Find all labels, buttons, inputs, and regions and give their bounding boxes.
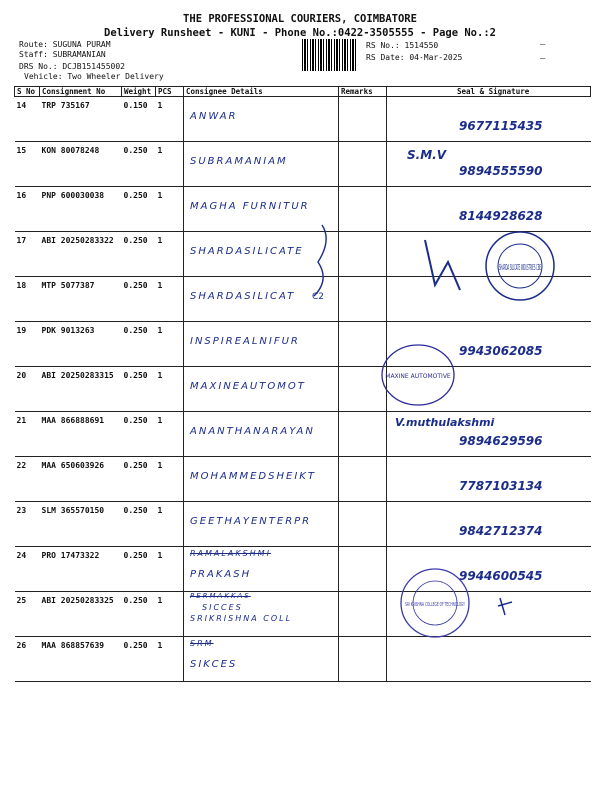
row-extra-handwriting: PERMAKKAS bbox=[190, 592, 251, 600]
runsheet-subtitle: Delivery Runsheet - KUNI - Phone No.:0422-3505555 - Page No.:2 bbox=[104, 27, 496, 39]
maxine-stamp bbox=[382, 345, 454, 405]
scan-mark: — bbox=[540, 40, 546, 50]
row-weight: 0.250 bbox=[122, 547, 156, 592]
c2-mark: C2 bbox=[312, 292, 325, 302]
row-weight: 0.250 bbox=[122, 367, 156, 412]
row-consignment: ABI 20250283322 bbox=[40, 232, 122, 277]
col-remarks: Remarks bbox=[339, 87, 387, 97]
row-sno: 19 bbox=[15, 322, 40, 367]
row-weight: 0.250 bbox=[122, 637, 156, 682]
sharda-stamp-text: SHARDA SILICATE INDUSTRIES CBE bbox=[499, 263, 541, 272]
row-consignment: ABI 20250283315 bbox=[40, 367, 122, 412]
row-consignment: ABI 20250283325 bbox=[40, 592, 122, 637]
row-consignee: MAGHA FURNITUR bbox=[190, 201, 310, 212]
row-consignment: MAA 866888691 bbox=[40, 412, 122, 457]
row-sno: 24 bbox=[15, 547, 40, 592]
srikrishna-stamp-text: SRI KRISHNA COLLEGE OF TECHNOLOGY bbox=[405, 602, 466, 608]
row-sno: 20 bbox=[15, 367, 40, 412]
rs-date-label: RS Date: 04-Mar-2025 bbox=[366, 53, 463, 62]
row-pcs: 1 bbox=[156, 142, 184, 187]
row-consignment: PRO 17473322 bbox=[40, 547, 122, 592]
col-weight: Weight bbox=[122, 87, 156, 97]
row-sno: 26 bbox=[15, 637, 40, 682]
col-signature: Seal & Signature bbox=[387, 87, 591, 97]
staff-label: Staff: SUBRAMANIAN bbox=[19, 50, 106, 59]
row-sign-number: 9842712374 bbox=[459, 524, 543, 538]
row-sno: 16 bbox=[15, 187, 40, 232]
row-extra-handwriting: SICCES bbox=[202, 603, 243, 612]
row-consignment: PDK 9013263 bbox=[40, 322, 122, 367]
row-pcs: 1 bbox=[156, 412, 184, 457]
col-sno: S No bbox=[15, 87, 40, 97]
row-consignee: SHARDASILICATE bbox=[190, 246, 304, 257]
row-weight: 0.250 bbox=[122, 187, 156, 232]
row-consignment: TRP 735167 bbox=[40, 97, 122, 142]
row-consignment: KON 80078248 bbox=[40, 142, 122, 187]
row-consignee: GEETHAYENTERPR bbox=[190, 516, 312, 527]
row-sign-number: 8144928628 bbox=[459, 209, 543, 223]
row-sno: 21 bbox=[15, 412, 40, 457]
row-weight: 0.250 bbox=[122, 277, 156, 322]
row-pcs: 1 bbox=[156, 502, 184, 547]
row-sign-number: 9894629596 bbox=[459, 434, 543, 448]
vehicle-label: Vehicle: Two Wheeler Delivery bbox=[24, 72, 164, 81]
row-pcs: 1 bbox=[156, 547, 184, 592]
row-consignment: MAA 868857639 bbox=[40, 637, 122, 682]
row-sno: 17 bbox=[15, 232, 40, 277]
row-consignee: SRIKRISHNA COLL bbox=[190, 614, 293, 623]
row-sign-number: 9894555590 bbox=[459, 164, 543, 178]
row-weight: 0.250 bbox=[122, 457, 156, 502]
row-consignment: PNP 600030038 bbox=[40, 187, 122, 232]
row-consignee: MAXINEAUTOMOT bbox=[190, 381, 306, 392]
col-consignee: Consignee Details bbox=[184, 87, 339, 97]
row-extra-handwriting: RAMALAKSHMI bbox=[190, 549, 271, 558]
row-consignee: SHARDASILICAT bbox=[190, 291, 296, 302]
row-consignee: ANANTHANARAYAN bbox=[190, 426, 315, 437]
sharda-stamp bbox=[486, 232, 554, 300]
row-sno: 14 bbox=[15, 97, 40, 142]
row-consignee: INSPIREALNIFUR bbox=[190, 336, 300, 347]
row-weight: 0.250 bbox=[122, 322, 156, 367]
row-consignee: MOHAMMEDSHEIKT bbox=[190, 471, 316, 482]
col-pcs: PCS bbox=[156, 87, 184, 97]
row-consignment: MTP 5077387 bbox=[40, 277, 122, 322]
signature-name: V.muthulakshmi bbox=[395, 416, 495, 429]
row-sno: 23 bbox=[15, 502, 40, 547]
row-consignment: MAA 650603926 bbox=[40, 457, 122, 502]
route-label: Route: SUGUNA PURAM bbox=[19, 40, 111, 49]
row-weight: 0.250 bbox=[122, 592, 156, 637]
row-sign-number: 9944600545 bbox=[459, 569, 543, 583]
row-sno: 18 bbox=[15, 277, 40, 322]
row-sno: 25 bbox=[15, 592, 40, 637]
row-pcs: 1 bbox=[156, 367, 184, 412]
row-sno: 22 bbox=[15, 457, 40, 502]
company-title: THE PROFESSIONAL COURIERS, COIMBATORE bbox=[183, 13, 417, 25]
signature-name: S.M.V bbox=[407, 148, 446, 162]
rs-no-label: RS No.: 1514550 bbox=[366, 41, 439, 50]
row-weight: 0.250 bbox=[122, 502, 156, 547]
maxine-stamp-text: MAXINE AUTOMOTIVE bbox=[385, 373, 451, 380]
row-weight: 0.250 bbox=[122, 232, 156, 277]
row-consignment: SLM 365570150 bbox=[40, 502, 122, 547]
row-pcs: 1 bbox=[156, 457, 184, 502]
row-consignee: SUBRAMANIAM bbox=[190, 156, 288, 167]
row-pcs: 1 bbox=[156, 187, 184, 232]
row-weight: 0.150 bbox=[122, 97, 156, 142]
row-weight: 0.250 bbox=[122, 412, 156, 457]
row-sign-number: 9677115435 bbox=[459, 119, 543, 133]
row-consignee: SIKCES bbox=[190, 659, 238, 670]
row-pcs: 1 bbox=[156, 637, 184, 682]
row-sign-number: 7787103134 bbox=[459, 479, 543, 493]
row-pcs: 1 bbox=[156, 277, 184, 322]
signature-17-scribble bbox=[425, 240, 460, 290]
row-pcs: 1 bbox=[156, 592, 184, 637]
row-sign-number: 9943062085 bbox=[459, 344, 543, 358]
row-consignee: ANWAR bbox=[190, 111, 238, 122]
bracket-mark bbox=[314, 225, 326, 296]
row-sno: 15 bbox=[15, 142, 40, 187]
col-consignment: Consignment No bbox=[40, 87, 122, 97]
signature-26-mark bbox=[498, 598, 512, 615]
row-pcs: 1 bbox=[156, 322, 184, 367]
srikrishna-stamp bbox=[401, 569, 469, 637]
row-extra-handwriting: SRM bbox=[190, 639, 214, 648]
row-consignee: PRAKASH bbox=[190, 569, 252, 580]
row-pcs: 1 bbox=[156, 97, 184, 142]
scan-mark: — bbox=[540, 54, 546, 64]
row-weight: 0.250 bbox=[122, 142, 156, 187]
row-pcs: 1 bbox=[156, 232, 184, 277]
drs-label: DRS No.: DCJB151455002 bbox=[19, 62, 125, 71]
